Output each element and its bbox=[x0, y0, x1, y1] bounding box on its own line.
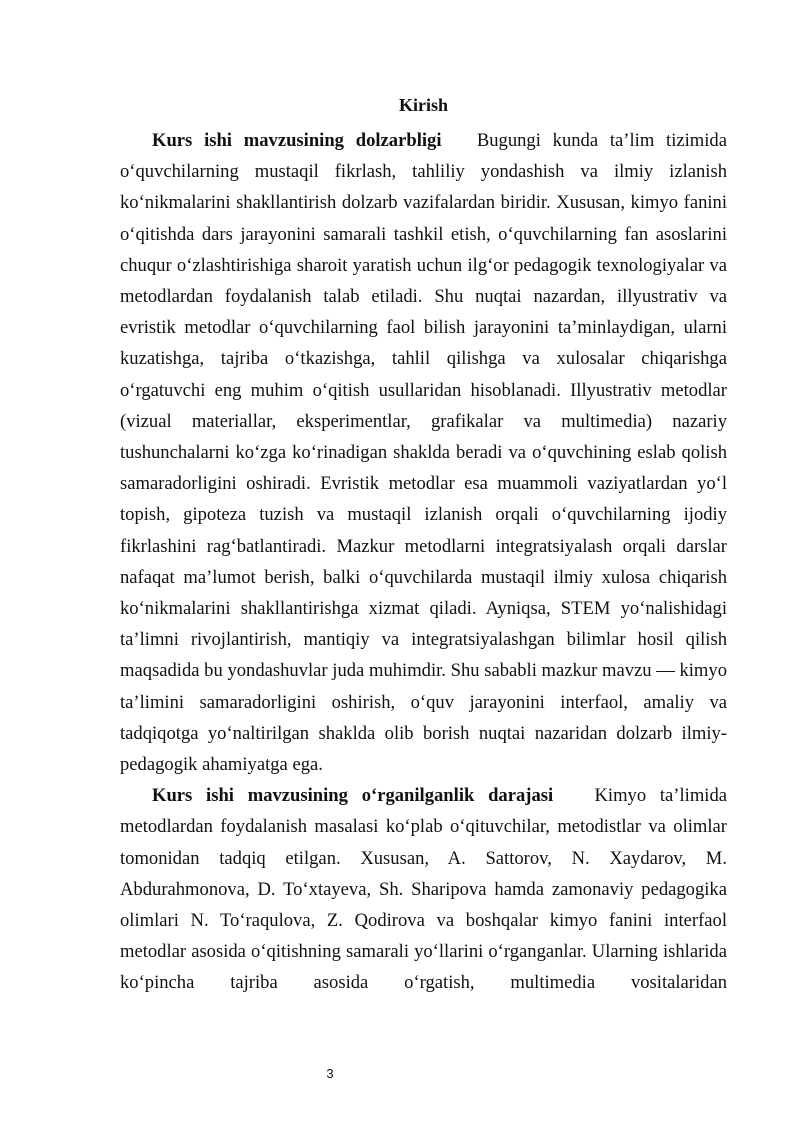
paragraph-lead-relevance: Kurs ishi mavzusining dolzarbligi bbox=[152, 130, 442, 151]
paragraph-text-relevance: Bugungi kunda ta’lim tizimida o‘quvchilarning mustaqil fikrlash, tahliliy yondashish va ilmiy izlanish ko‘nikmalarini shakllantirish dolzarb vazifalardan biridir. Xususan, kimyo fanini o‘qitishda dars jarayonini samarali tashkil etish, o‘quvchilarning fan asoslarini chuqur o‘zlashtirishiga sharoit yaratish uchun ilg‘or pedagogik texnologiyalar va metodlardan foydalanish talab etiladi. Shu nuqtai nazardan, illyustrativ va evristik metodlar o‘quvchilarning faol bilish jarayonini ta’minlaydigan, ularni kuzatishga, tajriba o‘tkazishga, tahlil qilishga va xulosalar chiqarishga o‘rgatuvchi eng muhim o‘qitish usullaridan hisoblanadi. Illyustrativ metodlar (vizual materiallar, eksperimentlar, grafikalar va multimedia) nazariy tushunchalarni ko‘zga ko‘rinadigan shaklda beradi va o‘quvchining eslab qolish samaradorligini oshiradi. Evristik metodlar esa muammoli vaziyatlardan yo‘l topish, gipoteza tuzish va mustaqil izlanish orqali o‘quvchilarning ijodiy fikrlashini rag‘batlantiradi. Mazkur metodlarni integratsiyalash orqali darslar nafaqat ma’lumot berish, balki o‘quvchilarda mustaqil ilmiy xulosa chiqarish ko‘nikmalarini shakllantirishga xizmat qiladi. Ayniqsa, STEM yo‘nalishidagi ta’limni rivojlantirish, mantiqiy va integratsiyalashgan bilimlar hosil qilish maqsadida bu yondashuvlar juda muhimdir. Shu sababli mazkur mavzu — kimyo ta’limini samaradorligini oshirish, o‘quv jarayonini interfaol, amaliy va tadqiqotga yo‘naltirilgan shaklda olib borish nuqtai nazaridan dolzarb ilmiy-pedagogik ahamiyatga ega. bbox=[120, 130, 727, 776]
document-body bbox=[120, 125, 727, 999]
paragraph-lead-study-level: Kurs ishi mavzusining o‘rganilganlik darajasi bbox=[152, 785, 554, 807]
section-heading: Kirish bbox=[398, 95, 448, 115]
paragraph-relevance bbox=[120, 125, 727, 780]
paragraph-text-study-level: Kimyo ta’limida metodlardan foydalanish masalasi ko‘plab o‘qituvchilar, metodistlar va olimlar tomonidan tadqiq etilgan. Xususan, A. Sattorov, N. Xaydarov, M. Abdurahmonova, D. To‘xtayeva, Sh. Sharipova hamda zamonaviy pedagogika olimlari N. To‘raqulova, Z. Qodirova va boshqalar kimyo fanini interfaol metodlar asosida o‘qitishning samarali yo‘llarini o‘rganganlar. Ularning ishlarida ko‘pincha tajriba asosida o‘rgatish, multimedia vositalaridan bbox=[120, 785, 728, 994]
page-number: 3 bbox=[326, 1066, 334, 1081]
paragraph-study-level bbox=[120, 780, 727, 998]
